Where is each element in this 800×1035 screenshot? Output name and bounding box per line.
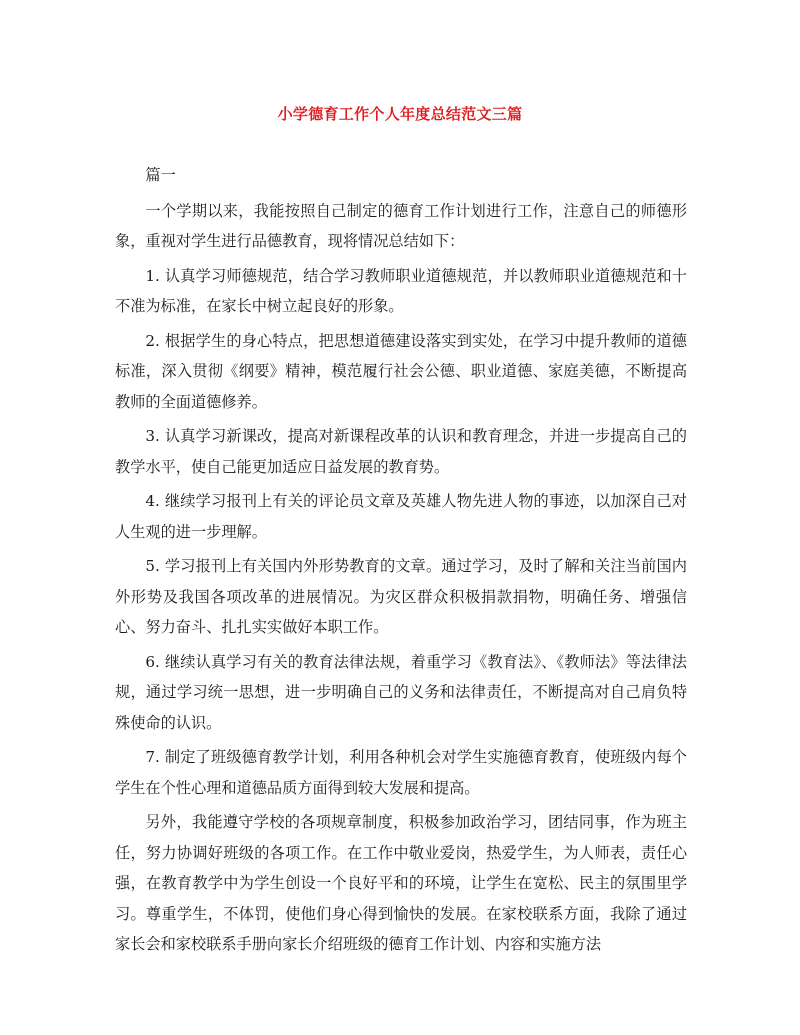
paragraph-item-5: 5. 学习报刊上有关国内外形势教育的文章。通过学习，及时了解和关注当前国内外形势及我国各项改革的进展情况。为灾区群众积极捐款捐物，明确任务、增强信心、努力奋斗、扎扎实实做好本职工作。: [115, 557, 687, 636]
paragraph-item-4: 4. 继续学习报刊上有关的评论员文章及英雄人物先进人物的事迹，以加深自己对人生观的进一步理解。: [115, 492, 687, 541]
paragraph-item-6: 6. 继续认真学习有关的教育法律法规，着重学习《教育法》、《教师法》等法律法规，通过学习统一思想，进一步明确自己的义务和法律责任，不断提高对自己肩负特殊使命的认识。: [115, 652, 687, 732]
document-body: [115, 160, 687, 964]
paragraph-item-1: 1. 认真学习师德规范，结合学习教师职业道德规范，并以教师职业道德规范和十不准为标准，在家长中树立起良好的形象。: [115, 266, 687, 315]
paragraph-intro: 一个学期以来，我能按照自己制定的德育工作计划进行工作，注意自己的师德形象，重视对学生进行品德教育，现将情况总结如下：: [115, 201, 687, 250]
section-heading: 篇一: [145, 166, 176, 184]
document-title: 小学德育工作个人年度总结范文三篇: [277, 105, 523, 123]
paragraph-item-2: 2. 根据学生的身心特点，把思想道德建设落实到实处，在学习中提升教师的道德标准，深入贯彻《纲要》精神，模范履行社会公德、职业道德、家庭美德，不断提高教师的全面道德修养。: [115, 331, 687, 411]
paragraph-item-7: 7. 制定了班级德育教学计划，利用各种机会对学生实施德育教育，使班级内每个学生在个性心理和道德品质方面得到较大发展和提高。: [115, 748, 687, 797]
paragraph-item-3: 3. 认真学习新课改，提高对新课程改革的认识和教育理念，并进一步提高自己的教学水平，使自己能更加适应日益发展的教育势。: [115, 427, 687, 476]
paragraph-additional: 另外，我能遵守学校的各项规章制度，积极参加政治学习，团结同事，作为班主任，努力协调好班级的各项工作。在工作中敬业爱岗，热爱学生，为人师表，责任心强，在教育教学中为学生创设一个良好平和的环境，让学生在宽松、民主的氛围里学习。尊重学生，不体罚，使他们身心得到愉快的发展。在家校联系方面，我除了通过家长会和家校联系手册向家长介绍班级的德育工作计划、内容和实施方法: [115, 813, 687, 953]
